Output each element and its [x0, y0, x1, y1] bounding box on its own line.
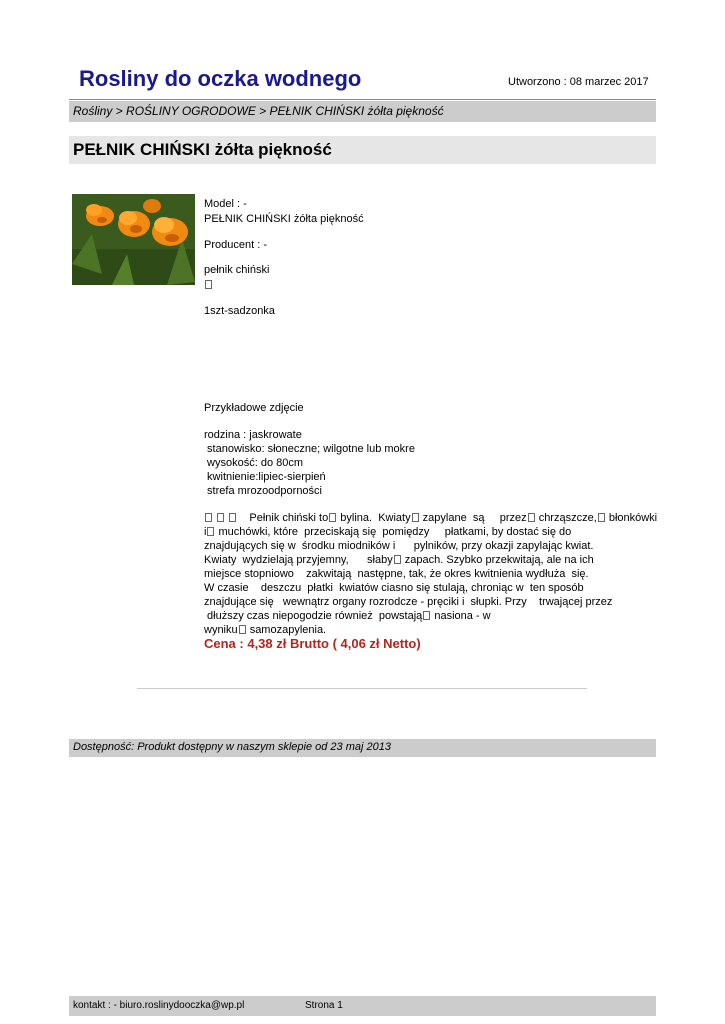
description-line: wyniku samozapylenia.: [204, 624, 327, 636]
footer: [69, 996, 656, 1016]
description-line: miejsce stopniowo zakwitają następne, tak, że okres kwitnienia wydłuża się.: [204, 568, 589, 580]
spec-line: strefa mrozoodporności: [204, 485, 322, 497]
breadcrumb[interactable]: Rośliny > ROŚLINY OGRODOWE > PEŁNIK CHIŃSKI żółta piękność: [69, 101, 656, 122]
footer-contact[interactable]: kontakt : - biuro.roslinydooczka@wp.pl: [73, 1000, 245, 1011]
photo-note: Przykładowe zdjęcie: [204, 402, 304, 414]
description-line: Pełnik chiński to bylina. Kwiaty zapylane są przez chrząszcze, błonkówki: [204, 511, 657, 525]
spec-line: rodzina : jaskrowate: [204, 429, 302, 441]
header-divider: [69, 99, 656, 100]
producer-label: Producent : -: [204, 239, 267, 251]
description-line: i muchówki, które przeciskają się pomiędzy płatkami, by dostać się do: [204, 526, 572, 538]
spec-line: kwitnienie:lipiec-sierpień: [204, 471, 326, 483]
unit-text: 1szt-sadzonka: [204, 305, 275, 317]
spec-line: wysokość: do 80cm: [204, 457, 304, 469]
latin-name: pełnik chiński: [204, 264, 270, 276]
site-title: Rosliny do oczka wodnego: [79, 66, 362, 91]
product-title: PEŁNIK CHIŃSKI żółta piękność: [69, 136, 656, 164]
description-line: dłuższy czas niepogodzie również powstają nasiona - w: [204, 610, 491, 622]
description-line: znajdujących się w środku miodników i pylników, przy okazji zapylając kwiat.: [204, 540, 594, 552]
model-name: PEŁNIK CHIŃSKI żółta piękność: [204, 213, 364, 225]
description-line: W czasie deszczu płatki kwiatów ciasno się stulają, chroniąc w ten sposób: [204, 582, 584, 594]
created-date: Utworzono : 08 marzec 2017: [508, 76, 649, 88]
glyph-box: [204, 278, 213, 292]
description-line: Kwiaty wydzielają przyjemny, słaby zapach. Szybko przekwitają, ale na ich: [204, 554, 594, 566]
price: Cena : 4,38 zł Brutto ( 4,06 zł Netto): [204, 636, 421, 651]
page-number: Strona 1: [305, 1000, 343, 1011]
content-divider: [137, 688, 587, 689]
description-line: znajdujące się wewnątrz organy rozrodcze - pręciki i słupki. Przy trwającej przez: [204, 596, 613, 608]
availability-bar: Dostępność: Produkt dostępny w naszym sklepie od 23 maj 2013: [69, 739, 656, 757]
spec-line: stanowisko: słoneczne; wilgotne lub mokre: [204, 443, 415, 455]
model-label: Model : -: [204, 198, 247, 210]
product-photo: [72, 194, 195, 285]
